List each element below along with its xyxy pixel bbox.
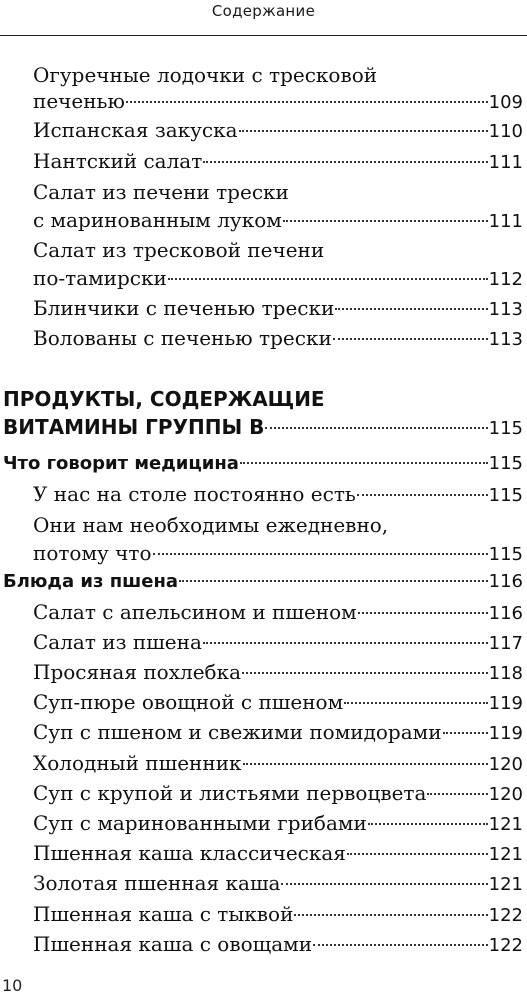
toc-page-number: 115 <box>488 485 523 506</box>
toc-entry-text: Нантский салат <box>33 149 203 173</box>
toc-entry-text: Пшенная каша с тыквой <box>33 902 294 926</box>
toc-entry-text: Пшенная каша с овощами <box>33 932 313 956</box>
folio-page-number: 10 <box>2 976 23 995</box>
toc-entry[interactable] <box>33 931 523 957</box>
running-header: Содержание <box>211 2 316 20</box>
toc-entry-text: Волованы с печенью трески <box>33 326 332 350</box>
toc-entry[interactable] <box>33 207 523 233</box>
toc-entry[interactable] <box>33 719 523 745</box>
section-heading-text: Блюда из пшена <box>3 571 179 592</box>
toc-entry[interactable] <box>33 629 523 655</box>
toc-entry-text: Суп с крупой и листьями первоцвета <box>33 781 427 805</box>
toc-entry-text: Они нам необходимы ежедневно, <box>33 513 389 537</box>
toc-entry[interactable] <box>33 810 523 836</box>
toc-entry[interactable] <box>33 481 523 507</box>
toc-entry-text: Испанская закуска <box>33 118 238 142</box>
leader-dots <box>242 672 488 674</box>
toc-entry-text: Суп-пюре овощной с пшеном <box>33 690 344 714</box>
toc-entry[interactable] <box>33 840 523 866</box>
toc-page-number: 118 <box>488 663 523 684</box>
toc-entry-text: Суп с маринованными грибами <box>33 811 367 835</box>
toc-page-number: 122 <box>488 905 523 926</box>
toc-entry[interactable] <box>33 117 523 143</box>
toc-entry[interactable] <box>33 540 523 566</box>
chapter-heading-line <box>3 386 523 412</box>
leader-dots <box>203 161 487 163</box>
toc-entry-line <box>33 62 523 88</box>
toc-page-number: 121 <box>488 844 523 865</box>
toc-entry[interactable] <box>33 780 523 806</box>
toc-entry-text: Салат из пшена <box>33 630 202 654</box>
leader-dots <box>347 853 488 855</box>
toc-page-number: 111 <box>488 152 523 173</box>
leader-dots <box>344 702 488 704</box>
toc-page-number: 109 <box>488 92 523 113</box>
section-heading[interactable] <box>3 569 523 595</box>
toc-entry-text: Салат из тресковой печени <box>33 238 325 262</box>
toc-entry[interactable] <box>33 88 523 114</box>
section-heading[interactable] <box>3 451 523 477</box>
leader-dots <box>281 883 487 885</box>
leader-dots <box>179 580 488 582</box>
toc-page-number: 112 <box>488 269 523 290</box>
leader-dots <box>294 914 487 916</box>
section-heading-text: Что говорит медицина <box>3 453 239 474</box>
leader-dots <box>357 494 488 496</box>
toc-entry-text: Блинчики с печенью трески <box>33 296 335 320</box>
toc-entry-line <box>33 179 523 205</box>
toc-entry[interactable] <box>33 750 523 776</box>
toc-entry-text: Пшенная каша классическая <box>33 841 346 865</box>
toc-entry-text: Просяная похлебка <box>33 660 241 684</box>
toc-entry[interactable] <box>33 295 523 321</box>
leader-dots <box>358 612 488 614</box>
toc-entry-text: Огуречные лодочки с тресковой <box>33 63 378 87</box>
toc-entry-line <box>33 237 523 263</box>
toc-page-number: 122 <box>488 935 523 956</box>
toc-entry-text: с маринованным луком <box>33 208 282 232</box>
toc-entry-text: по-тамирски <box>33 266 167 290</box>
toc-page-number: 121 <box>488 814 523 835</box>
toc-page-number: 113 <box>488 329 523 350</box>
toc-entry[interactable] <box>33 325 523 351</box>
leader-dots <box>168 278 488 280</box>
toc-page-number: 111 <box>488 211 523 232</box>
toc-entry-text: потому что <box>33 541 152 565</box>
chapter-heading-text: ВИТАМИНЫ ГРУППЫ В <box>3 415 265 439</box>
chapter-heading[interactable] <box>3 414 523 440</box>
leader-dots <box>283 220 488 222</box>
chapter-heading-text: ПРОДУКТЫ, СОДЕРЖАЩИЕ <box>3 387 325 411</box>
toc-entry[interactable] <box>33 901 523 927</box>
toc-page-number: 113 <box>488 299 523 320</box>
toc-entry-text: Холодный пшенник <box>33 751 242 775</box>
toc-page-number: 116 <box>488 571 523 592</box>
leader-dots <box>427 793 487 795</box>
toc-entry[interactable] <box>33 148 523 174</box>
toc-page-number: 115 <box>488 544 523 565</box>
toc-entry-text: печенью <box>33 89 125 113</box>
toc-entry-line <box>33 512 523 538</box>
toc-entry[interactable] <box>33 599 523 625</box>
header-rule <box>0 35 527 36</box>
toc-page-number: 119 <box>488 723 523 744</box>
leader-dots <box>265 427 487 429</box>
leader-dots <box>126 101 488 103</box>
leader-dots <box>335 308 487 310</box>
toc-page-number: 120 <box>488 784 523 805</box>
toc-entry-text: У нас на столе постоянно есть <box>33 482 356 506</box>
leader-dots <box>153 553 488 555</box>
leader-dots <box>443 732 488 734</box>
toc-entry[interactable] <box>33 689 523 715</box>
toc-entry[interactable] <box>33 265 523 291</box>
toc-entry-text: Суп с пшеном и свежими помидорами <box>33 720 442 744</box>
leader-dots <box>203 642 488 644</box>
leader-dots <box>368 823 488 825</box>
leader-dots <box>240 462 488 464</box>
leader-dots <box>243 763 488 765</box>
toc-entry[interactable] <box>33 659 523 685</box>
toc-page-number: 115 <box>488 453 523 474</box>
toc-entry-text: Салат с апельсином и пшеном <box>33 600 357 624</box>
toc-page-number: 110 <box>488 121 523 142</box>
toc-page-number: 120 <box>488 754 523 775</box>
toc-page-number: 117 <box>488 633 523 654</box>
leader-dots <box>239 130 488 132</box>
toc-page-number: 119 <box>488 693 523 714</box>
toc-page-number: 116 <box>488 603 523 624</box>
leader-dots <box>313 944 488 946</box>
leader-dots <box>333 338 488 340</box>
toc-page-number: 121 <box>488 874 523 895</box>
toc-entry[interactable] <box>33 870 523 896</box>
toc-entry-text: Золотая пшенная каша <box>33 871 281 895</box>
toc-entry-text: Салат из печени трески <box>33 180 289 204</box>
toc-page-number: 115 <box>488 418 523 439</box>
